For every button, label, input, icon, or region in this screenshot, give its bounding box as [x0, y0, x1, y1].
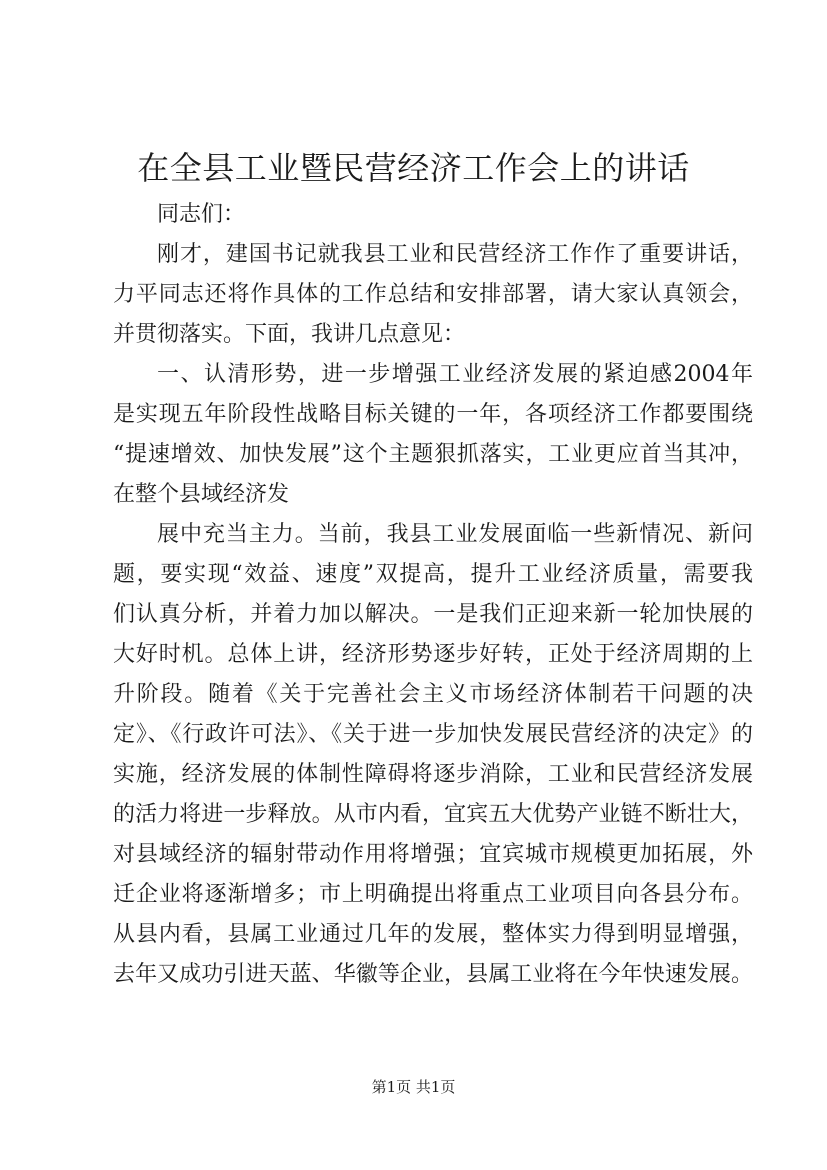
- document-body: [113, 195, 753, 995]
- body-line: 并贯彻落实。下面，我讲几点意见：: [113, 322, 466, 347]
- body-line: 同志们：: [157, 202, 246, 227]
- body-line: 在整个县域经济发: [113, 482, 290, 507]
- body-line: 们认真分析，并着力加以解决。一是我们正迎来新一轮加快展的: [113, 602, 753, 627]
- body-line: 定》、《行政许可法》、《关于进一步加快发展民营经济的决定》的: [113, 722, 753, 747]
- page-footer: 第1页 共1页: [371, 1078, 456, 1096]
- body-line: 题，要实现“效益、速度”双提高，提升工业经济质量，需要我: [113, 562, 753, 587]
- body-line: 从县内看，县属工业通过几年的发展，整体实力得到明显增强，: [113, 922, 753, 947]
- body-line: 力平同志还将作具体的工作总结和安排部署，请大家认真领会，: [113, 282, 753, 307]
- body-line: 迁企业将逐渐增多；市上明确提出将重点工业项目向各县分布。: [113, 882, 753, 907]
- body-line: 的活力将进一步释放。从市内看，宜宾五大优势产业链不断壮大，: [113, 802, 753, 827]
- body-line: 升阶段。随着《关于完善社会主义市场经济体制若干问题的决: [113, 682, 753, 707]
- body-line: 一、认清形势，进一步增强工业经济发展的紧迫感2004年: [157, 362, 753, 387]
- body-line: 对县域经济的辐射带动作用将增强；宜宾城市规模更加拓展，外: [113, 842, 753, 867]
- body-line: 是实现五年阶段性战略目标关键的一年，各项经济工作都要围绕: [113, 402, 753, 427]
- body-line: 刚才，建国书记就我县工业和民营经济工作作了重要讲话，: [157, 242, 753, 267]
- body-line: 展中充当主力。当前，我县工业发展面临一些新情况、新问: [157, 522, 753, 547]
- body-line: “提速增效、加快发展”这个主题狠抓落实，工业更应首当其冲，: [113, 442, 753, 467]
- body-line: 去年又成功引进天蓝、华徽等企业，县属工业将在今年快速发展。: [113, 962, 753, 987]
- body-line: 大好时机。总体上讲，经济形势逐步好转，正处于经济周期的上: [113, 642, 753, 667]
- body-line: 实施，经济发展的体制性障碍将逐步消除，工业和民营经济发展: [113, 762, 753, 787]
- document-title: 在全县工业暨民营经济工作会上的讲话: [137, 149, 690, 187]
